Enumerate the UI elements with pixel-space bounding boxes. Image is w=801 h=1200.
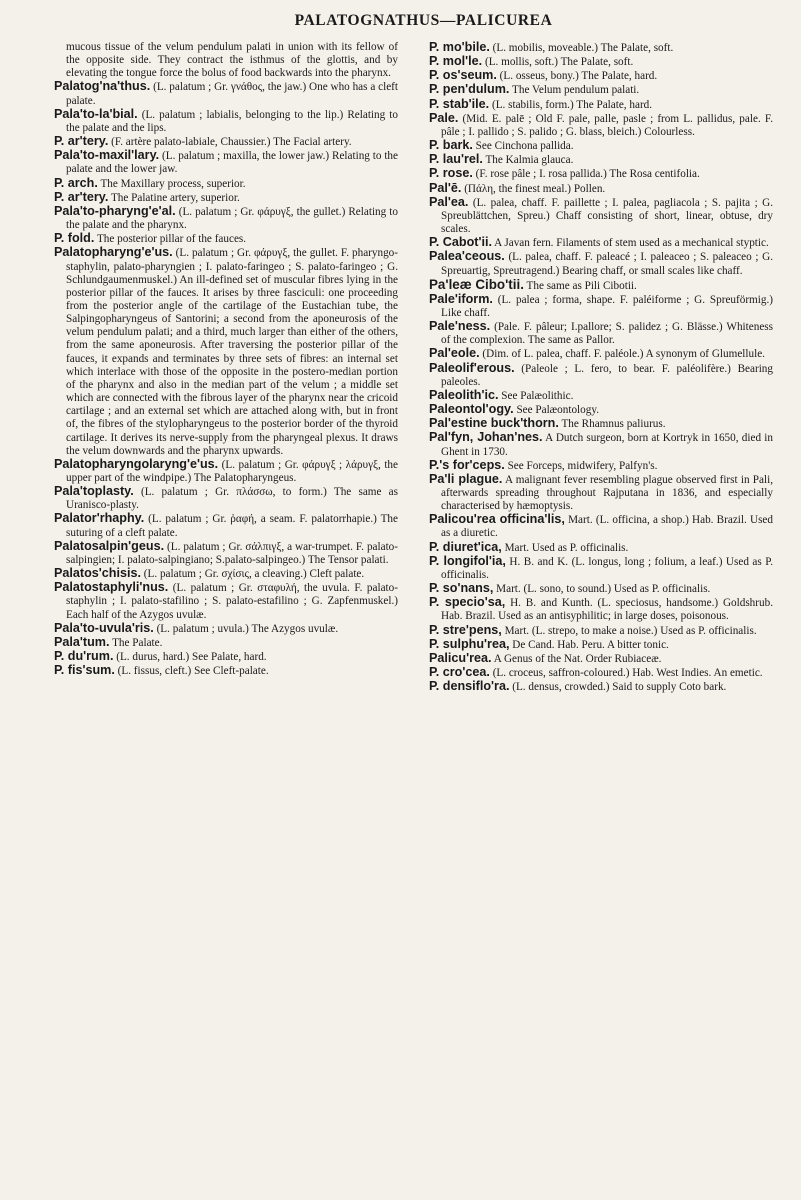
entry-headword: Pala'tum.: [54, 634, 110, 649]
dictionary-entry: [54, 246, 398, 458]
entry-headword: Pa'li plague.: [429, 471, 503, 486]
entry-headword: Palatopharyng'e'us.: [54, 245, 173, 260]
entry-headword: P. ar'tery.: [54, 134, 109, 149]
dictionary-entry: [54, 622, 398, 636]
entry-definition: Mart. (L. sono, to sound.) Used as P. officinalis.: [493, 583, 711, 596]
entry-definition: The Rhamnus paliurus.: [558, 418, 666, 431]
entry-headword: Pal'ea.: [429, 194, 469, 209]
left-column: [54, 41, 398, 1186]
dictionary-entry: [429, 417, 773, 431]
running-head: PALATOGNATHUS—PALICUREA: [294, 12, 553, 29]
dictionary-entry: [54, 232, 398, 246]
entry-definition: (L. palea, chaff. F. paleacé ; I. paleaceo ; S. paleaceo ; G. Spreuartig, Spreutragend.) Bearing chaff, or small scales like chaff.: [441, 251, 773, 277]
entry-headword: P. os'seum.: [429, 68, 497, 83]
entry-headword: Pale'iform.: [429, 291, 493, 306]
entry-definition: (L. durus, hard.) See Palate, hard.: [113, 651, 267, 664]
entry-definition: The Palatine artery, superior.: [108, 191, 240, 204]
dictionary-entry: [54, 581, 398, 621]
right-column: [429, 41, 773, 1186]
entry-headword: P. cro'cea.: [429, 665, 490, 680]
entry-definition: Mart. Used as P. officinalis.: [501, 541, 629, 554]
dictionary-entry: [429, 652, 773, 666]
entry-headword: Pale'ness.: [429, 319, 491, 334]
entry-definition: (L. palatum ; Gr. σταφυλή, the uvula. F. palato-staphylin ; I. palato-stafilino ; S. palato-estafilino ; G. Zapfenmuskel.) Each half of the Azygos uvulæ.: [66, 582, 398, 621]
dictionary-entry: [54, 636, 398, 650]
entry-headword: Palatog'na'thus.: [54, 79, 151, 94]
entry-definition: A Genus of the Nat. Order Rubiaceæ.: [491, 652, 662, 665]
entry-definition: (F. artère palato-labiale, Chaussier.) The Facial artery.: [108, 136, 352, 149]
entry-headword: Palator'rhaphy.: [54, 511, 145, 526]
dictionary-entry: [54, 512, 398, 539]
entry-definition: See Cinchona pallida.: [472, 140, 574, 153]
entry-continuation: [54, 41, 398, 80]
entry-headword: P. arch.: [54, 175, 98, 190]
dictionary-entry: [429, 278, 773, 293]
entry-definition: De Cand. Hab. Peru. A bitter tonic.: [509, 638, 669, 651]
entry-headword: Pal'eole.: [429, 346, 480, 361]
columns: [54, 41, 773, 1186]
entry-definition: (F. rose pâle ; I. rosa pallida.) The Rosa centifolia.: [472, 168, 700, 181]
entry-definition: The Kalmia glauca.: [482, 154, 574, 167]
entry-headword: P. pen'dulum.: [429, 82, 510, 97]
entry-headword: Palatostaphyli'nus.: [54, 580, 169, 595]
dictionary-entry: [54, 191, 398, 205]
entry-definition: (L. palatum ; Gr. σάλπιγξ, a war-trumpet. F. palato-salpingien; I. palato-salpingiano; S.palato-salpingeo.) The Tensor palati.: [66, 540, 398, 566]
entry-definition: (L. mobilis, moveable.) The Palate, soft.: [489, 42, 674, 54]
entry-headword: Pala'to-la'bial.: [54, 106, 138, 121]
entry-headword: P. rose.: [429, 166, 473, 181]
dictionary-entry: [429, 459, 773, 473]
entry-definition: The Velum pendulum palati.: [509, 84, 640, 97]
dictionary-entry: [429, 403, 773, 417]
entry-headword: P. fis'sum.: [54, 663, 115, 678]
entry-definition: (L. palatum ; Gr. φάρυγξ, the gullet.) Relating to the palate and the pharynx.: [66, 205, 398, 232]
entry-headword: P. sulphu'rea,: [429, 636, 510, 651]
entry-definition: (L. densus, crowded.) Said to supply Coto bark.: [509, 681, 727, 694]
dictionary-entry: [429, 389, 773, 403]
entry-headword: Pal'fyn, Johan'nes.: [429, 430, 543, 445]
dictionary-entry: [429, 596, 773, 623]
entry-definition: Mart. (L. officina, a shop.) Hab. Brazil. Used as a diuretic.: [441, 514, 773, 540]
entry-headword: P. lau'rel.: [429, 152, 483, 167]
entry-headword: Palatopharyngolaryng'e'us.: [54, 456, 219, 471]
entry-definition: (Dim. of L. palea, chaff. F. paléole.) A synonym of Glumellule.: [479, 348, 765, 361]
entry-headword: P. longifol'ia,: [429, 553, 506, 568]
entry-definition: (L. osseus, bony.) The Palate, hard.: [496, 70, 658, 83]
entry-definition: Mart. (L. strepo, to make a noise.) Used as P. officinalis.: [501, 624, 757, 637]
entry-definition: mucous tissue of the velum pendulum palati in union with its fellow of the opposite side. They contract the isthmus of the glottis, and by elevating the tongue force the bolus of food backwards into the pharynx.: [66, 41, 398, 80]
dictionary-entry: [429, 182, 773, 196]
dictionary-entry: [429, 83, 773, 97]
entry-headword: Palatos'chisis.: [54, 566, 141, 581]
entry-definition: (L. mollis, soft.) The Palate, soft.: [482, 56, 634, 69]
dictionary-entry: [54, 664, 398, 678]
entry-definition: The same as Pili Cibotii.: [523, 279, 637, 292]
dictionary-entry: [429, 112, 773, 139]
entry-definition: (L. palatum ; Gr. φάρυγξ ; λάρυγξ, the upper part of the windpipe.) The Palatopharyngeus.: [66, 458, 398, 484]
entry-headword: P. so'nans,: [429, 581, 494, 596]
entry-definition: See Palæontology.: [513, 404, 599, 417]
dictionary-entry: [429, 98, 773, 112]
entry-definition: (Paleole ; L. fero, to bear. F. paléolifère.) Bearing paleoles.: [441, 362, 773, 388]
entry-definition: A malignant fever resembling plague observed first in Pali, afterwards spreading throughout Rajputana in 1836, and especially characterised by hæmoptysis.: [441, 473, 773, 513]
dictionary-entry: [429, 196, 773, 236]
dictionary-entry: [429, 236, 773, 250]
dictionary-entry: [429, 69, 773, 83]
entry-definition: The posterior pillar of the fauces.: [94, 233, 247, 246]
dictionary-entry: [429, 513, 773, 540]
dictionary-entry: [429, 362, 773, 389]
entry-headword: P. mol'le.: [429, 54, 483, 69]
dictionary-entry: [429, 153, 773, 167]
dictionary-entry: [429, 638, 773, 652]
entry-headword: Paleolith'ic.: [429, 387, 499, 402]
dictionary-entry: [429, 347, 773, 361]
dictionary-entry: [54, 650, 398, 664]
entry-headword: Palicou'rea officina'lis,: [429, 512, 565, 527]
entry-definition: See Palæolithic.: [498, 389, 574, 402]
entry-headword: P. ar'tery.: [54, 189, 109, 204]
dictionary-entry: [54, 567, 398, 581]
entry-headword: P. densiflo'ra.: [429, 679, 510, 694]
entry-definition: The Palate.: [109, 636, 163, 649]
entry-headword: Palea'ceous.: [429, 249, 505, 264]
entry-definition: (L. palatum ; Gr. φάρυγξ, the gullet. F. pharyngo-staphylin, palato-pharyngien ; I. palato-faringeo ; S. palato-faringeo ; G. Schlundgaumenmuskel.) An ill-defined set of muscular fibres lying in the posterior pillar of the fauces. It arises by three fasciculi: one proceeding from the posterior angle of the cartilage of the Eustachian tube, the Salpingopharyngeus of Santorini; a second from the aponeurosis of the velum pendulum palati; and a third, much larger than either of the others, from the same aponeurosis. After traversing the posterior pillar of the fauces, it expands and terminates by three sets of fibres: an internal set which interlace with those of the opposite in the postero-median portion of the pharynx and also in the median part of the velum ; a middle set which are connected with the fibrous layer of the pharynx near the cricoid cartilage ; and an external set which are attached along with, but in front of, the fibres of the stylopharyngeus to the posterior border of the thyroid cartilage. It derives its nerve-supply from the pharyngeal plexus. It draws the velum downwards and the pharynx upwards.: [66, 247, 398, 457]
entry-definition: (L. stabilis, form.) The Palate, hard.: [489, 98, 653, 111]
entry-definition: (L. palatum ; Gr. ῥαφή, a seam. F. palatorrhapie.) The suturing of a cleft palate.: [66, 513, 398, 539]
entry-definition: The Maxillary process, superior.: [97, 177, 246, 190]
entry-definition: (L. palatum ; uvula.) The Azygos uvulæ.: [153, 622, 339, 635]
entry-definition: (L. croceus, saffron-coloured.) Hab. West Indies. An emetic.: [489, 667, 763, 680]
entry-headword: P. diuret'ica,: [429, 539, 502, 554]
entry-definition: See Forceps, midwifery, Palfyn's.: [504, 459, 658, 472]
entry-definition: H. B. and K. (L. longus, long ; folium, a leaf.) Used as P. officinalis.: [441, 555, 773, 581]
dictionary-entry: [54, 485, 398, 512]
dictionary-entry: [429, 582, 773, 596]
dictionary-entry: [54, 205, 398, 232]
dictionary-entry: [429, 431, 773, 458]
entry-headword: P. bark.: [429, 138, 473, 153]
entry-headword: Pal'ē.: [429, 180, 462, 195]
entry-definition: (L. palea, chaff. F. paillette ; I. palea, pagliacola ; S. pajita ; G. Spreublättchen, Spreu.) Chaff consisting of short, linear, obtuse, dry scales.: [441, 196, 773, 236]
entry-headword: Pala'to-maxil'lary.: [54, 148, 160, 163]
entry-headword: Pal'estine buck'thorn.: [429, 416, 559, 431]
entry-definition: (L. fissus, cleft.) See Cleft-palate.: [114, 665, 269, 678]
entry-definition: (Mid. E. palē ; Old F. pale, palle, pasle ; from L. pallidus, pale. F. pâle ; I. pallido ; S. palido ; G. blass, bleich.) Colourless.: [441, 112, 773, 138]
entry-definition: (L. palatum ; labialis, belonging to the lip.) Relating to the palate and the lips.: [66, 108, 398, 134]
entry-headword: P. fold.: [54, 231, 95, 246]
entry-headword: P. mo'bile.: [429, 41, 490, 54]
dictionary-entry: [54, 135, 398, 149]
entry-headword: Palatosalpin'geus.: [54, 538, 165, 553]
dictionary-entry: [54, 177, 398, 191]
entry-headword: Pala'to-uvula'ris.: [54, 620, 154, 635]
dictionary-entry: [429, 250, 773, 277]
dictionary-entry: [429, 41, 773, 55]
entry-definition: A Javan fern. Filaments of stem used as a mechanical styptic.: [491, 237, 769, 250]
entry-definition: (L. palatum ; Gr. σχίσις, a cleaving.) Cleft palate.: [141, 568, 365, 581]
entry-headword: Pale.: [429, 110, 459, 125]
dictionary-entry: [429, 666, 773, 680]
dictionary-entry: [429, 555, 773, 582]
entry-definition: (L. palatum ; maxilla, the lower jaw.) Relating to the palate and the lower jaw.: [66, 150, 398, 176]
entry-headword: P. Cabot'ii.: [429, 235, 492, 250]
entry-definition: A Dutch surgeon, born at Kortryk in 1650, died in Ghent in 1730.: [441, 432, 773, 458]
entry-headword: Pala'to-pharyng'e'al.: [54, 203, 176, 218]
entry-headword: P. stab'ile.: [429, 96, 490, 111]
entry-headword: Paleontol'ogy.: [429, 402, 514, 417]
entry-definition: H. B. and Kunth. (L. speciosus, handsome.) Goldshrub. Hab. Brazil. Used as an antisyphilitic; in large doses, poisonous.: [441, 597, 773, 623]
dictionary-entry: [429, 473, 773, 513]
entry-definition: (L. palatum ; Gr. πλάσσω, to form.) The same as Uranisco-plasty.: [66, 486, 398, 512]
entry-definition: (Pale. F. pâleur; I.pallore; S. palidez ; G. Blässe.) Whiteness of the complexion. The same as Pallor.: [441, 321, 773, 347]
dictionary-entry: [429, 320, 773, 347]
dictionary-entry: [429, 293, 773, 320]
dictionary-entry: [54, 540, 398, 567]
entry-headword: Paleolif'erous.: [429, 360, 515, 375]
entry-headword: P.'s for'ceps.: [429, 457, 505, 472]
entry-headword: P. specio'sa,: [429, 595, 506, 610]
entry-definition: (L. palea ; forma, shape. F. paléiforme ; G. Spreuförmig.) Like chaff.: [441, 293, 773, 319]
dictionary-entry: [429, 139, 773, 153]
dictionary-entry: [54, 108, 398, 135]
entry-definition: (Πάλη, the finest meal.) Pollen.: [461, 182, 606, 195]
dictionary-entry: [429, 541, 773, 555]
entry-headword: P. du'rum.: [54, 649, 114, 664]
dictionary-entry: [429, 680, 773, 694]
dictionary-entry: [429, 55, 773, 69]
entry-headword: Palicu'rea.: [429, 650, 492, 665]
dictionary-entry: [429, 167, 773, 181]
entry-headword: P. stre'pens,: [429, 622, 502, 637]
entry-headword: Pala'toplasty.: [54, 484, 134, 499]
entry-definition: (L. palatum ; Gr. γνάθος, the jaw.) One who has a cleft palate.: [66, 81, 398, 107]
dictionary-entry: [54, 149, 398, 176]
dictionary-entry: [54, 458, 398, 485]
dictionary-entry: [429, 624, 773, 638]
dictionary-entry: [54, 80, 398, 107]
entry-headword: Pa'leæ Cibo'tii.: [429, 276, 524, 292]
